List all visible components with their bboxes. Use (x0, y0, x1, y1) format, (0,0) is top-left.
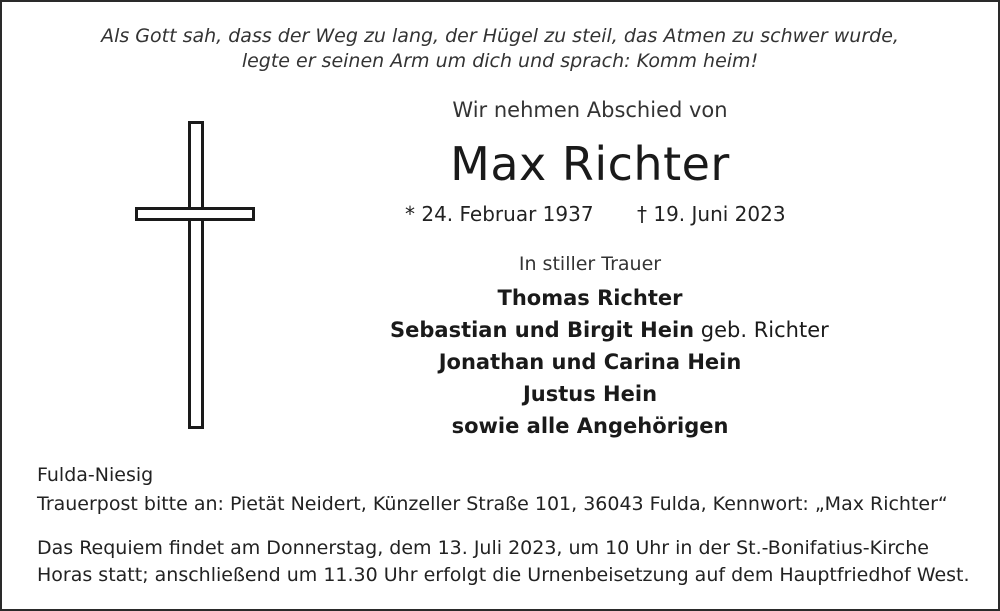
mourner-name: Thomas Richter (497, 286, 683, 310)
death-date: † 19. Juni 2023 (637, 202, 786, 226)
mourner-suffix: geb. Richter (694, 318, 829, 342)
condolence-post-text: Trauerpost bitte an: Pietät Neidert, Künzeller Straße 101, 36043 Fulda, Kennwort: „Max Richter“ (37, 493, 948, 515)
requiem-line-2: Horas statt; anschließend um 11.30 Uhr erfolgt die Urnenbeisetzung auf dem Hauptfriedhof West. (37, 564, 970, 586)
requiem-info (37, 535, 970, 589)
birth-date: * 24. Februar 1937 (405, 202, 594, 226)
mourning-label: In stiller Trauer (518, 253, 662, 275)
mourners-list (390, 282, 829, 442)
quote-line-1: Als Gott sah, dass der Weg zu lang, der Hügel zu steil, das Atmen zu schwer wurde, (101, 25, 899, 47)
deceased-name: Max Richter (450, 137, 730, 191)
mourner-row (390, 346, 790, 378)
mourner-row (390, 410, 790, 442)
requiem-line-1: Das Requiem findet am Donnerstag, dem 13. Juli 2023, um 10 Uhr in der St.-Bonifatius-Kirche (37, 537, 929, 559)
cross-vertical-beam (188, 121, 204, 429)
mourner-name: Sebastian und Birgit Hein (390, 318, 695, 342)
mourner-name: Jonathan und Carina Hein (438, 350, 742, 374)
place-text: Fulda-Niesig (37, 464, 154, 486)
mourner-name: Justus Hein (522, 382, 658, 406)
mourner-row (390, 282, 790, 314)
mourner-name: sowie alle Angehörigen (451, 414, 729, 438)
mourner-row (390, 314, 829, 346)
quote-line-2: legte er seinen Arm um dich und sprach: Komm heim! (241, 50, 759, 72)
cross-center (191, 210, 201, 218)
intro-text: Wir nehmen Abschied von (452, 98, 728, 122)
mourner-row (390, 378, 790, 410)
memorial-quote (0, 24, 1000, 74)
